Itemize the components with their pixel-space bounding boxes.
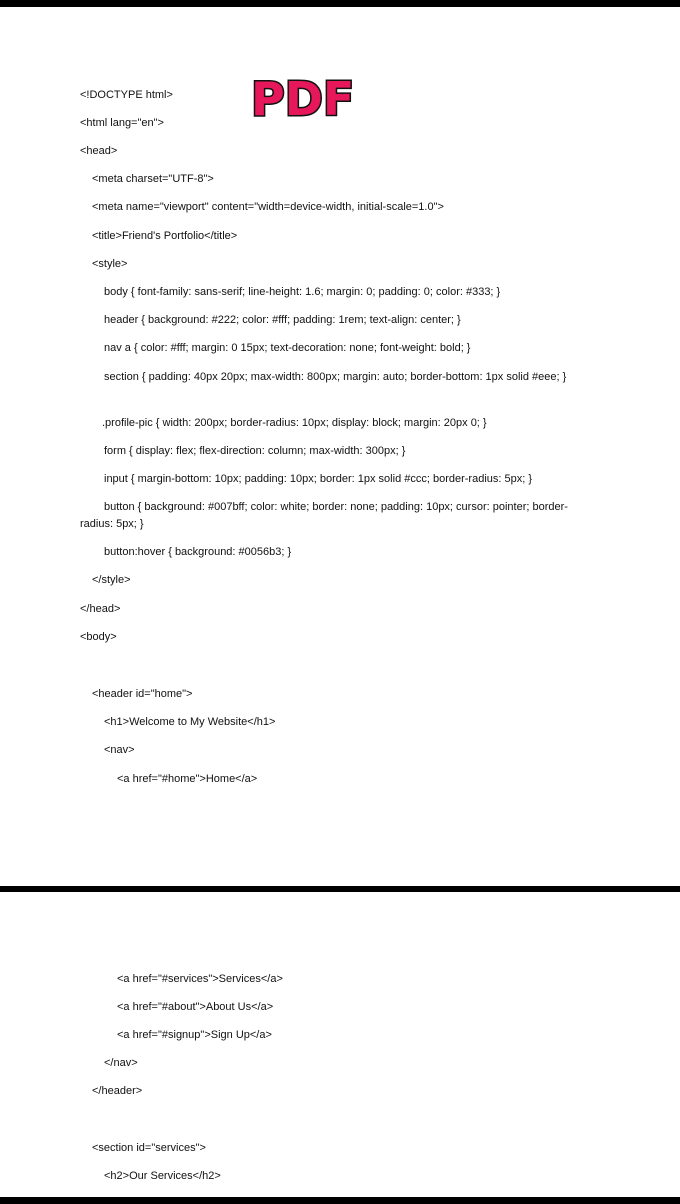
- code-line: section { padding: 40px 20px; max-width: 800px; margin: auto; border-bottom: 1px solid #eee; }: [104, 371, 567, 383]
- code-line: <html lang="en">: [80, 117, 164, 129]
- pdf-logo: PDF: [251, 72, 355, 126]
- code-line: <section id="services">: [92, 1142, 206, 1154]
- code-line: body { font-family: sans-serif; line-height: 1.6; margin: 0; padding: 0; color: #333; }: [104, 286, 501, 298]
- top-border: [0, 0, 680, 7]
- bottom-border: [0, 1197, 680, 1204]
- code-line: button { background: #007bff; color: white; border: none; padding: 10px; cursor: pointer; border-radius: 5px; }: [80, 501, 568, 530]
- code-line: <a href="#home">Home</a>: [117, 773, 258, 785]
- document-page-2: [0, 892, 680, 1197]
- code-line: <meta name="viewport" content="width=device-width, initial-scale=1.0">: [92, 201, 444, 213]
- code-line: </style>: [92, 574, 131, 586]
- code-line: <title>Friend's Portfolio</title>: [92, 230, 238, 242]
- code-line: <a href="#services">Services</a>: [117, 973, 283, 985]
- code-line: <a href="#signup">Sign Up</a>: [117, 1029, 272, 1041]
- code-line: button:hover { background: #0056b3; }: [104, 546, 292, 558]
- code-line: </nav>: [104, 1057, 138, 1069]
- code-line: </head>: [80, 603, 121, 615]
- code-line: form { display: flex; flex-direction: column; max-width: 300px; }: [104, 445, 406, 457]
- code-line: </header>: [92, 1085, 143, 1097]
- code-line: .profile-pic { width: 200px; border-radius: 10px; display: block; margin: 20px 0; }: [102, 417, 487, 429]
- code-line: header { background: #222; color: #fff; padding: 1rem; text-align: center; }: [104, 314, 461, 326]
- code-line: <meta charset="UTF-8">: [92, 173, 214, 185]
- code-line: <body>: [80, 631, 117, 643]
- code-line: <h2>Our Services</h2>: [104, 1170, 221, 1182]
- code-line: <head>: [80, 145, 118, 157]
- code-line: <!DOCTYPE html>: [80, 89, 173, 101]
- document-page-1: [0, 7, 680, 886]
- code-line: <a href="#about">About Us</a>: [117, 1001, 274, 1013]
- code-line: <style>: [92, 258, 128, 270]
- code-line: <h1>Welcome to My Website</h1>: [104, 716, 276, 728]
- code-line: <header id="home">: [92, 688, 193, 700]
- code-line: input { margin-bottom: 10px; padding: 10px; border: 1px solid #ccc; border-radius: 5px; }: [104, 473, 533, 485]
- code-line: <nav>: [104, 744, 135, 756]
- code-line: nav a { color: #fff; margin: 0 15px; text-decoration: none; font-weight: bold; }: [104, 342, 471, 354]
